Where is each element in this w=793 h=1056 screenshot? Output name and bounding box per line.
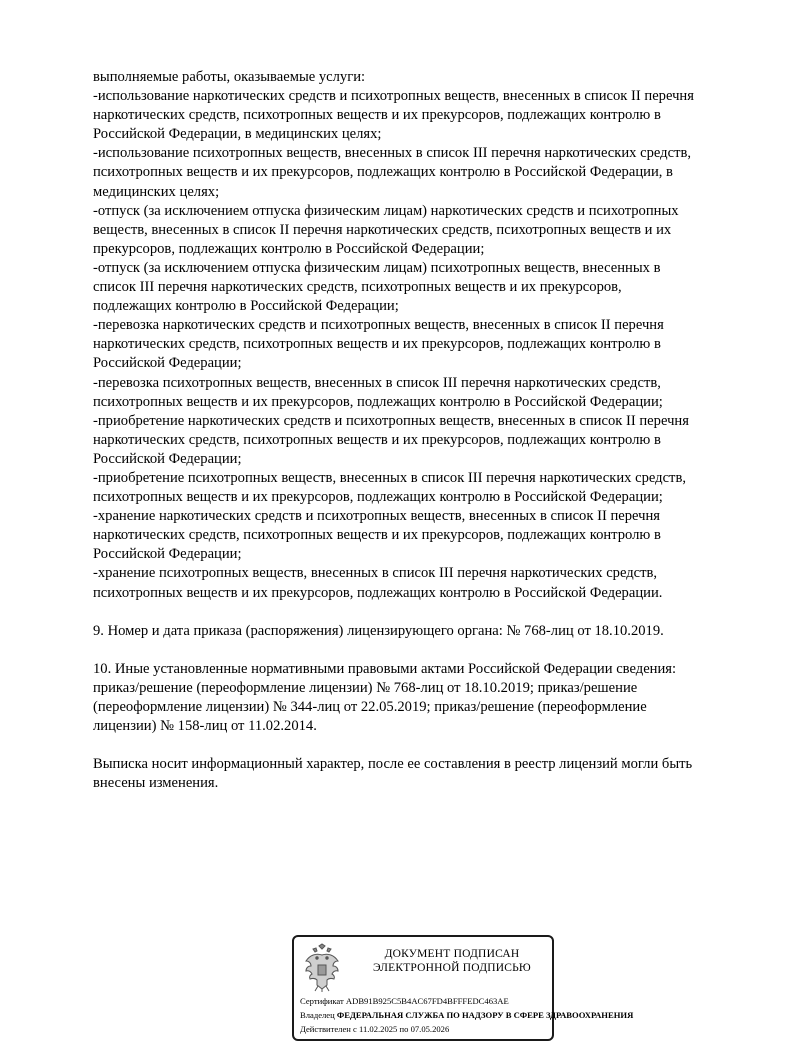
- owner-value: ФЕДЕРАЛЬНАЯ СЛУЖБА ПО НАДЗОРУ В СФЕРЕ ЗДРАВООХРАНЕНИЯ: [336, 1010, 634, 1020]
- certificate-line: [300, 996, 509, 1007]
- valid-to-label: по: [399, 1024, 409, 1034]
- stamp-title-line: ЭЛЕКТРОННОЙ ПОДПИСЬЮ: [373, 962, 531, 974]
- text-line: -использование психотропных веществ, внесенных в список III перечня наркотических средств,: [93, 145, 692, 162]
- valid-from: 11.02.2025: [359, 1024, 398, 1034]
- valid-label: Действителен с: [300, 1024, 357, 1034]
- text-line: Российской Федерации;: [93, 450, 242, 467]
- text-line: психотропных веществ и их прекурсоров, подлежащих контролю в Российской Федерации;: [93, 393, 663, 410]
- text-line: внесены изменения.: [93, 775, 219, 792]
- text-line: Российской Федерации;: [93, 355, 242, 372]
- paragraph-spacer: [93, 603, 753, 622]
- notice-paragraph: [93, 755, 753, 793]
- text-line: наркотических средств, психотропных веществ и их прекурсоров, подлежащих контролю в: [93, 431, 661, 448]
- stamp-title: [354, 947, 550, 975]
- validity-line: [300, 1024, 449, 1035]
- paragraph-spacer: [93, 736, 753, 755]
- text-line: медицинских целях;: [93, 183, 220, 200]
- certificate-value: ADB91B925C5B4AC67FD4BFFFEDC463AE: [345, 996, 509, 1006]
- text-line: выполняемые работы, оказываемые услуги:: [93, 69, 366, 85]
- valid-to: 07.05.2026: [410, 1024, 450, 1034]
- text-line: Российской Федерации, в медицинских целях;: [93, 126, 382, 143]
- text-line: прекурсоров, подлежащих контролю в Российской Федерации;: [93, 240, 485, 257]
- other-info-paragraph: [93, 660, 753, 736]
- text-line: -отпуск (за исключением отпуска физическим лицам) наркотических средств и психотропных: [93, 202, 679, 219]
- text-line: наркотических средств, психотропных веществ и их прекурсоров, подлежащих контролю в: [93, 107, 661, 124]
- order-number-paragraph: 9. Номер и дата приказа (распоряжения) лицензирующего органа: № 768-лиц от 18.10.2019.: [93, 622, 664, 639]
- text-line: -приобретение наркотических средств и психотропных веществ, внесенных в список II перечня: [93, 412, 689, 429]
- text-line: Выписка носит информационный характер, после ее составления в реестр лицензий могли быть: [93, 756, 693, 773]
- text-line: 10. Иные установленные нормативными правовыми актами Российской Федерации сведения:: [93, 660, 677, 677]
- russian-coat-of-arms-icon: [302, 943, 342, 993]
- text-line: список III перечня наркотических средств, психотропных веществ и их прекурсоров,: [93, 279, 622, 296]
- text-line: -хранение психотропных веществ, внесенных в список III перечня наркотических средств,: [93, 565, 658, 582]
- paragraph-spacer: [93, 641, 753, 660]
- text-line: -приобретение психотропных веществ, внесенных в список III перечня наркотических средств,: [93, 469, 686, 486]
- electronic-signature-stamp: [292, 935, 634, 1041]
- text-line: психотропных веществ и их прекурсоров, подлежащих контролю в Российской Федерации, в: [93, 164, 673, 181]
- text-line: наркотических средств, психотропных веществ и их прекурсоров, подлежащих контролю в: [93, 527, 661, 544]
- text-line: подлежащих контролю в Российской Федерации;: [93, 298, 399, 315]
- certificate-label: Сертификат: [300, 996, 344, 1006]
- text-line: психотропных веществ и их прекурсоров, подлежащих контролю в Российской Федерации.: [93, 584, 663, 601]
- text-line: -отпуск (за исключением отпуска физическим лицам) психотропных веществ, внесенных в: [93, 259, 661, 276]
- text-line: лицензии) № 158-лиц от 11.02.2014.: [93, 718, 317, 735]
- owner-label: Владелец: [300, 1010, 335, 1020]
- stamp-title-line: ДОКУМЕНТ ПОДПИСАН: [384, 948, 520, 960]
- owner-line: [300, 1010, 633, 1021]
- text-line: психотропных веществ и их прекурсоров, подлежащих контролю в Российской Федерации;: [93, 489, 663, 506]
- text-line: веществ, внесенных в список II перечня наркотических средств, психотропных веществ и их: [93, 221, 672, 238]
- text-line: (переоформление лицензии) № 344-лиц от 22.05.2019; приказ/решение (переоформление: [93, 699, 647, 716]
- text-line: приказ/решение (переоформление лицензии) № 768-лиц от 18.10.2019; приказ/решение: [93, 680, 638, 696]
- document-body: [93, 68, 753, 794]
- text-line: -перевозка психотропных веществ, внесенных в список III перечня наркотических средств,: [93, 374, 661, 391]
- text-line: -перевозка наркотических средств и психотропных веществ, внесенных в список II перечня: [93, 317, 664, 334]
- text-line: Российской Федерации;: [93, 546, 242, 563]
- text-line: -использование наркотических средств и психотропных веществ, внесенных в список II перечня: [93, 88, 694, 105]
- text-line: наркотических средств, психотропных веществ и их прекурсоров, подлежащих контролю в: [93, 336, 661, 353]
- text-line: -хранение наркотических средств и психотропных веществ, внесенных в список II перечня: [93, 508, 661, 525]
